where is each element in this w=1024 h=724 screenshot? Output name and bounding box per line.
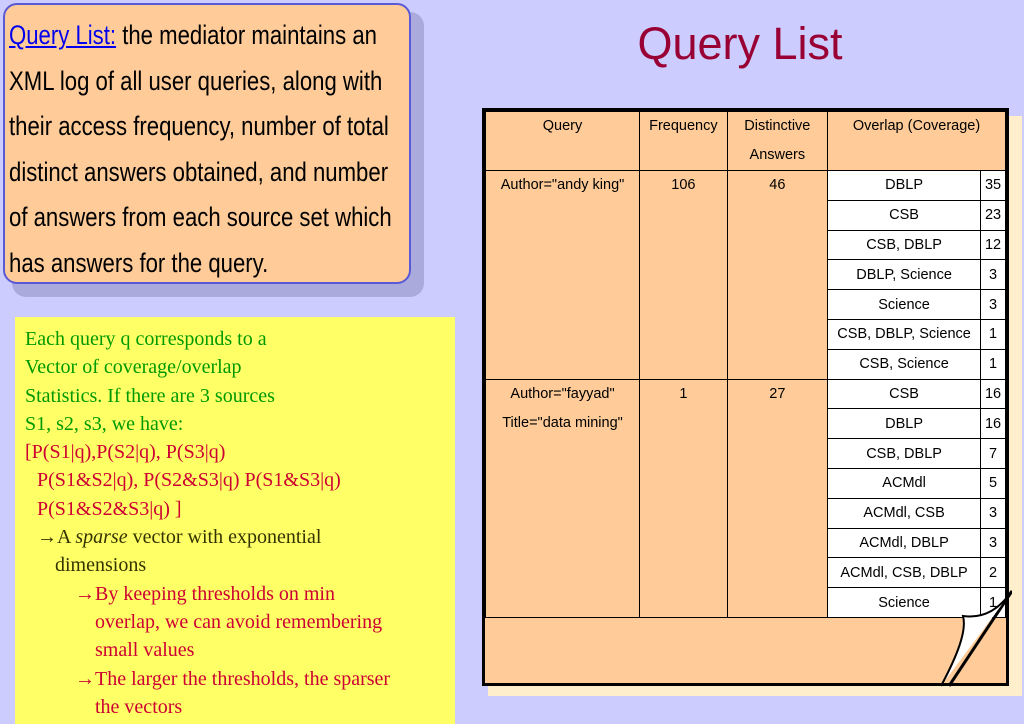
arrow-icon: → [75, 667, 95, 690]
note-line: small values [95, 639, 195, 662]
query-list-callout [3, 3, 411, 284]
overlap-count-cell: 3 [981, 528, 1006, 558]
overlap-sources-cell: CSB, Science [828, 349, 981, 379]
header-distinctive-answers: Distinctive Answers [727, 112, 827, 171]
frequency-cell: 106 [640, 171, 728, 380]
slide-title: Query List [637, 18, 843, 69]
overlap-sources-cell: CSB [828, 200, 981, 230]
overlap-sources-cell: ACMdl, CSB, DBLP [828, 558, 981, 588]
overlap-sources-cell: CSB [828, 379, 981, 409]
query-list-link[interactable]: Query List: [9, 20, 117, 50]
coverage-vector-note [15, 317, 455, 724]
header-frequency: Frequency [640, 112, 728, 171]
note-line: S1, s2, s3, we have: [25, 412, 184, 435]
overlap-sources-cell: DBLP, Science [828, 260, 981, 290]
note-line: dimensions [55, 554, 147, 577]
header-overlap: Overlap (Coverage) [828, 112, 1006, 171]
note-line: Vector of coverage/overlap [25, 356, 242, 379]
arrow-icon: → [75, 582, 95, 605]
overlap-count-cell: 5 [981, 468, 1006, 498]
overlap-count-cell: 3 [981, 498, 1006, 528]
overlap-count-cell: 3 [981, 290, 1006, 320]
note-line: →By keeping thresholds on min [75, 582, 335, 605]
overlap-count-cell: 3 [981, 260, 1006, 290]
note-line: overlap, we can avoid remembering [95, 610, 383, 633]
overlap-count-cell: 1 [981, 349, 1006, 379]
note-line: →A sparse vector with exponential [37, 526, 322, 549]
overlap-count-cell: 1 [981, 319, 1006, 349]
distinct-answers-cell: 27 [727, 379, 827, 617]
query-cell: Author="andy king" [486, 171, 640, 380]
note-line: P(S1&S2|q), P(S2&S3|q) P(S1&S3|q) [37, 469, 341, 492]
overlap-count-cell: 23 [981, 200, 1006, 230]
overlap-count-cell: 12 [981, 230, 1006, 260]
frequency-cell: 1 [640, 379, 728, 617]
callout-body: the mediator maintains an XML log of all user queries, along with their access frequency, number of total distinct answers obtained, and number of answers from each source set which has answers for the query. [9, 20, 392, 278]
overlap-count-cell: 2 [981, 558, 1006, 588]
note-line: the vectors [95, 695, 183, 718]
page-curl-icon [485, 111, 1012, 689]
overlap-sources-cell: Science [828, 588, 981, 618]
overlap-sources-cell: ACMdl, CSB [828, 498, 981, 528]
note-line: [P(S1|q),P(S2|q), P(S3|q) [25, 441, 226, 464]
overlap-count-cell: 35 [981, 171, 1006, 201]
overlap-count-cell: 16 [981, 379, 1006, 409]
overlap-sources-cell: CSB, DBLP [828, 439, 981, 469]
overlap-sources-cell: ACMdl, DBLP [828, 528, 981, 558]
callout-text [9, 13, 411, 286]
overlap-sources-cell: ACMdl [828, 468, 981, 498]
overlap-sources-cell: DBLP [828, 409, 981, 439]
overlap-sources-cell: CSB, DBLP [828, 230, 981, 260]
overlap-count-cell: 1 [981, 588, 1006, 618]
overlap-sources-cell: CSB, DBLP, Science [828, 319, 981, 349]
overlap-sources-cell: DBLP [828, 171, 981, 201]
note-line: Each query q corresponds to a [25, 328, 267, 350]
distinct-answers-cell: 46 [727, 171, 827, 380]
query-cell: Author="fayyad" Title="data mining" [486, 379, 640, 617]
overlap-count-cell: 16 [981, 409, 1006, 439]
note-line: Statistics. If there are 3 sources [25, 384, 275, 407]
arrow-icon: → [37, 526, 57, 549]
header-query: Query [486, 112, 640, 171]
note-line: →The larger the thresholds, the sparser [75, 667, 391, 690]
overlap-sources-cell: Science [828, 290, 981, 320]
sparse-emphasis: sparse [75, 526, 128, 549]
note-line: P(S1&S2&S3|q) ] [37, 497, 182, 520]
query-log-page [482, 108, 1009, 686]
overlap-count-cell: 7 [981, 439, 1006, 469]
